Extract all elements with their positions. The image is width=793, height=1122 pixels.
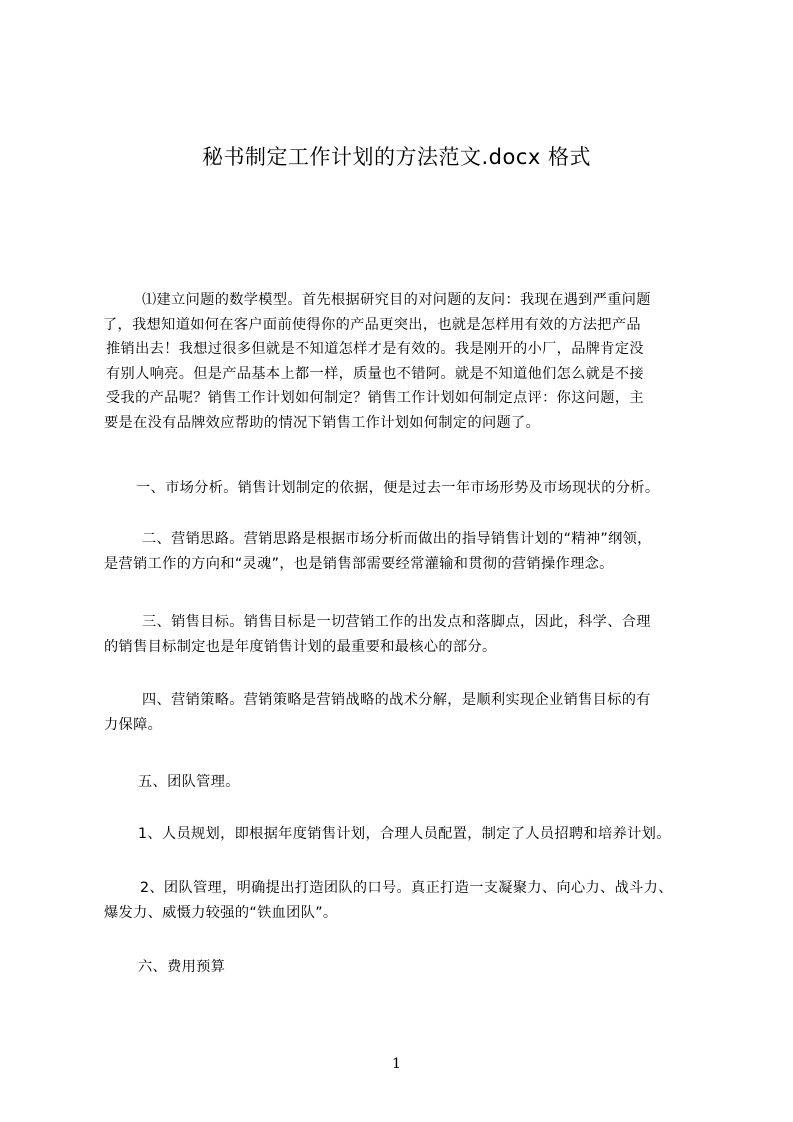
paragraph-3	[104, 527, 714, 576]
paragraph-4	[104, 610, 714, 659]
paragraph-line: 四、营销策略。营销策略是营销战略的战术分解，是顺利实现企业销售目标的有	[142, 692, 651, 708]
paragraph-9	[138, 955, 748, 980]
paragraph-line: 爆发力、威慑力较强的“铁血团队”。	[104, 904, 338, 921]
document-title: 秘书制定工作计划的方法范文.docx 格式	[201, 145, 591, 169]
paragraph-2	[136, 476, 746, 501]
paragraph-line: 受我的产品呢？销售工作计划如何制定？销售工作计划如何制定点评：你这问题，主	[106, 390, 644, 406]
paragraph-line: 1、人员规划，即根据年度销售计划，合理人员配置，制定了人员招聘和培养计划。	[138, 826, 671, 842]
paragraph-line: 三、销售目标。销售目标是一切营销工作的出发点和落脚点，因此，科学、合理	[142, 614, 651, 630]
paragraph-7	[138, 822, 748, 847]
paragraph-5	[104, 688, 714, 737]
paragraph-line: 力保障。	[104, 716, 163, 733]
paragraph-1	[103, 288, 716, 435]
paragraph-line: 六、费用预算	[138, 959, 226, 975]
paragraph-line: 要是在没有品牌效应帮助的情况下销售工作计划如何制定的问题了。	[104, 414, 541, 431]
paragraph-line: 有别人响亮。但是产品基本上都一样，质量也不错阿。就是不知道他们怎么就是不接	[106, 365, 644, 382]
paragraph-line: 一、市场分析。销售计划制定的依据，便是过去一年市场形势及市场现状的分析。	[136, 480, 660, 496]
paragraph-line: ⑴建立问题的数学模型。首先根据研究目的对问题的友问：我现在遇到严重问题	[142, 292, 651, 308]
paragraph-line: 了，我想知道如何在客户面前使得你的产品更突出，也就是怎样用有效的方法把产品	[103, 316, 641, 333]
paragraph-6	[138, 770, 748, 795]
page-number: 1	[392, 1056, 401, 1072]
paragraph-line: 推销出去！我想过很多但就是不知道怎样才是有效的。我是刚开的小厂，品牌肯定没	[106, 341, 644, 357]
paragraph-line: 是营销工作的方向和“灵魂”，也是销售部需要经常灌输和贯彻的营销操作理念。	[104, 555, 614, 572]
paragraph-line: 五、团队管理。	[138, 774, 240, 790]
paragraph-8	[104, 876, 714, 925]
paragraph-line: 的销售目标制定也是年度销售计划的最重要和最核心的部分。	[104, 638, 497, 655]
paragraph-line: 二、营销思路。营销思路是根据市场分析而做出的指导销售计划的“精神”纲领，	[142, 531, 652, 547]
paragraph-line: 2、团队管理，明确提出打造团队的口号。真正打造一支凝聚力、向心力、战斗力、	[140, 880, 673, 896]
